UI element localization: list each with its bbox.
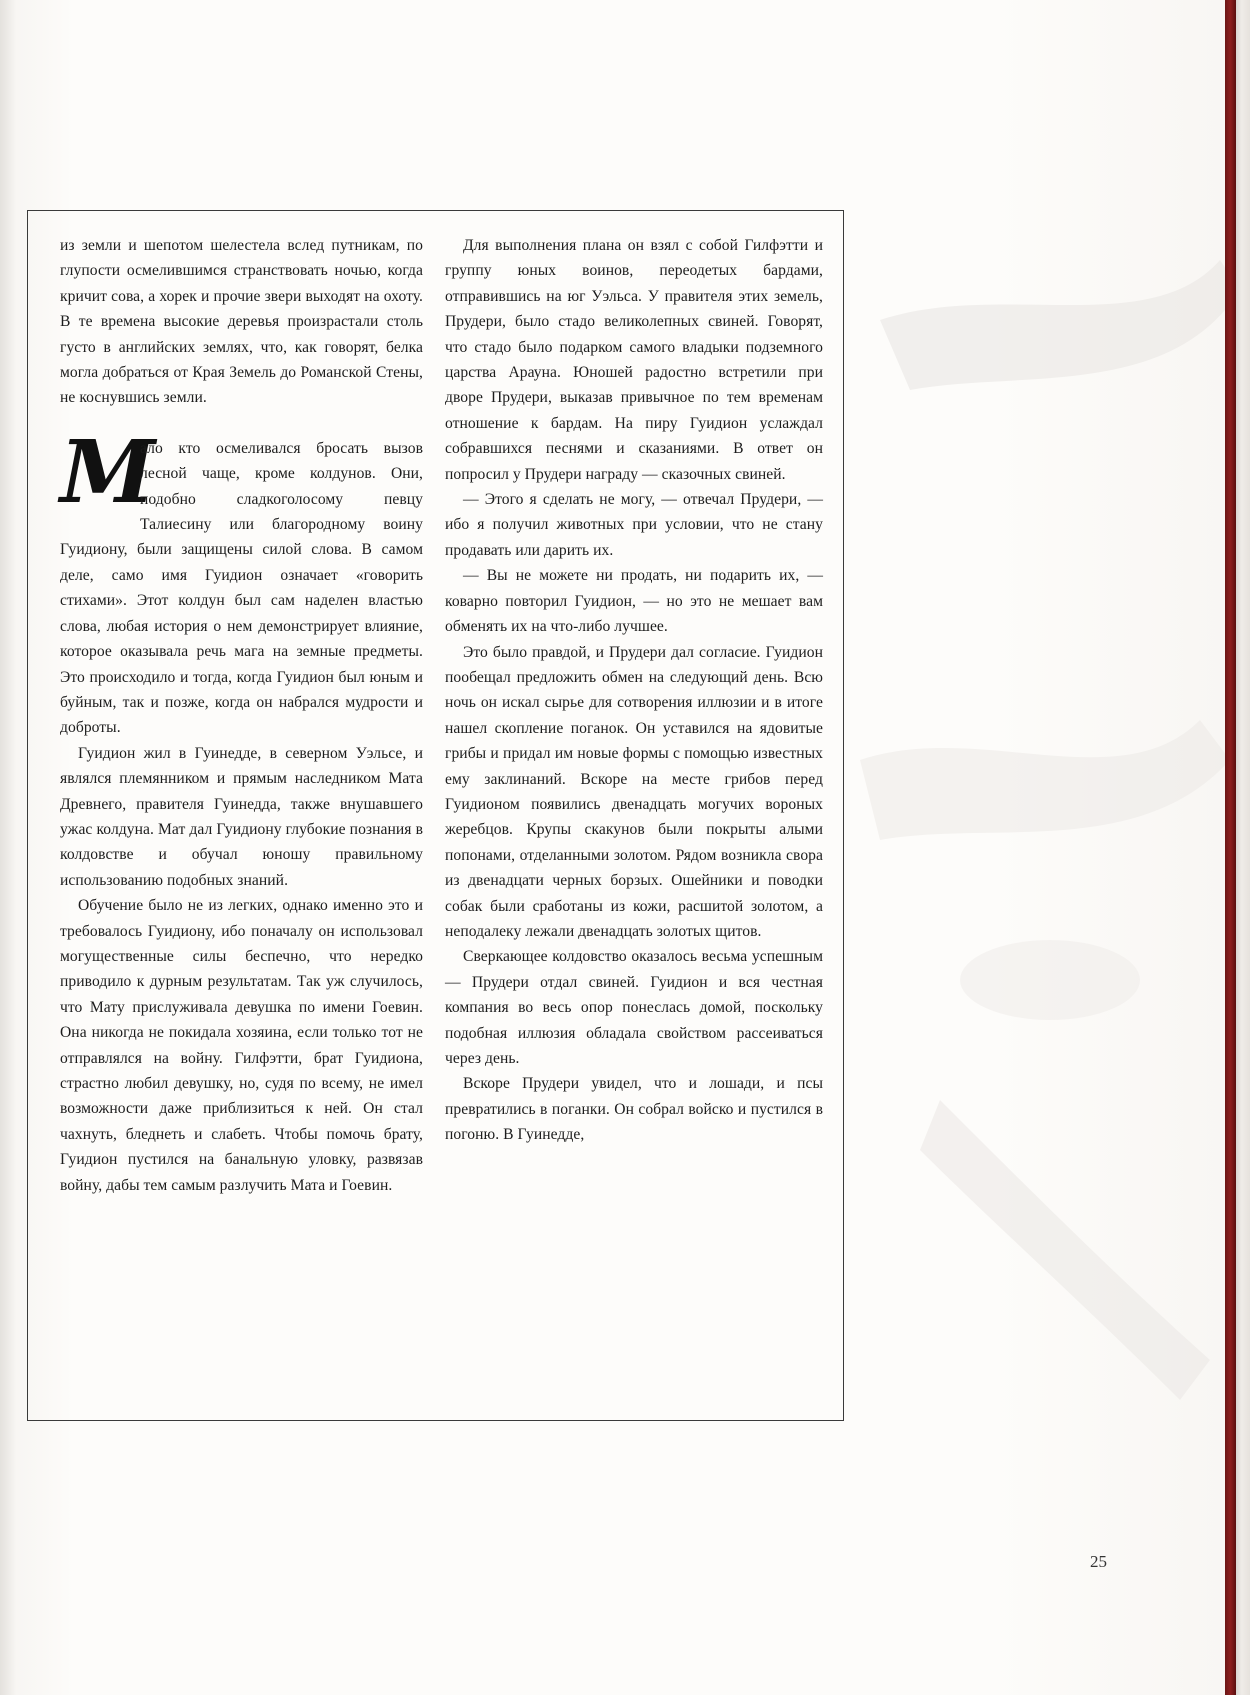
dialogue-paragraph: — Вы не можете ни продать, ни подарить их, — коварно повторил Гуидион, — но это не мешает вам обменять их на что-либо лучшее. <box>445 567 823 636</box>
red-cover-edge <box>1225 0 1236 1695</box>
right-text-column <box>445 233 823 1148</box>
paragraph: Сверкающее колдовство оказалось весьма успешным — Прудери отдал свиней. Гуидион и вся честная компания во весь опор понеслась домой, поскольку подобная иллюзия обладала свойством рассеиваться через день. <box>445 948 823 1067</box>
left-text-column <box>60 233 423 1198</box>
paragraph: Для выполнения плана он взял с собой Гилфэтти и группу юных воинов, переодетых бардами, отправившись на юг Уэльса. У правителя этих земель, Прудери, было стадо великолепных свиней. Говорят, что стадо было подарком самого владыки подземного царства Арауна. Юношей радостно встретили при дворе Прудери, выказав привычное по тем временам отношение к бардам. На пиру Гуидион услаждал собравшихся песнями и сказаниями. В ответ он попросил у Прудери награду — сказочных свиней. <box>445 237 823 483</box>
paragraph: Обучение было не из легких, однако именно это и требовалось Гуидиону, ибо поначалу он использовал могущественные силы беспечно, что нередко приводило к дурным результатам. Так уж случилось, что Мату прислуживала девушка по имени Гоевин. Она никогда не покидала хозяина, если только тот не отправлялся на войну. Гилфэтти, брат Гуидиона, страстно любил девушку, но, судя по всему, не имел возможности даже приблизиться к ней. Он стал чахнуть, бледнеть и слабеть. Чтобы помочь брату, Гуидион пустился на банальную уловку, развязав войну, дабы тем самым разлучить Мата и Гоевин. <box>60 897 423 1194</box>
paragraph: Это было правдой, и Прудери дал согласие. Гуидион пообещал предложить обмен на следующий день. Всю ночь он искал сырье для сотворения иллюзии и в итоге нашел скопление поганок. Он уставился на ядовитые грибы и придал им новые формы с помощью известных ему заклинаний. Вскоре на месте грибов перед Гуидионом появились двенадцать могучих вороных жеребцов. Крупы скакунов были покрыты алыми попонами, отделанными золотом. Рядом возникла свора из двенадцати черных борзых. Ошейники и поводки собак были сработаны из кожи, расшитой золотом, а неподалеку лежали двенадцать золотых щитов. <box>445 643 823 940</box>
drop-cap: М <box>60 421 156 523</box>
dialogue-paragraph: — Этого я сделать не могу, — отвечал Прудери, — ибо я получил животных при условии, что не стану продавать или дарить их. <box>445 491 823 559</box>
page-edge <box>1236 0 1250 1695</box>
paragraph: из земли и шепотом шелестела вслед путникам, по глупости осмелившимся странствовать ночью, когда кричит сова, а хорек и прочие звери выходят на охоту. В те времена высокие деревья произрастали столь густо в английских землях, что, как говорят, белка могла добраться от Края Земель до Романской Стены, не коснувшись земли. <box>60 237 423 407</box>
page-number: 25 <box>1090 1552 1107 1571</box>
paragraph-text: ало кто осмеливался бросать вызов лесной чаще, кроме колдунов. Они, подобно сладкоголосому певцу Талиесину или благородному воину Гуидиону, были защищены силой слова. В самом деле, само имя Гуидион означает «говорить стихами». Этот колдун был сам наделен властью слова, любая история о нем демонстрирует влияние, которое оказывала речь мага на земные предметы. Это происходило и тогда, когда Гуидион был юным и буйным, так и позже, когда он набрался мудрости и доброты. <box>60 439 423 737</box>
paragraph-with-dropcap <box>60 421 423 741</box>
paragraph: Гуидион жил в Гуинедде, в северном Уэльсе, и являлся племянником и прямым наследником Мата Древнего, правителя Гуинедда, также внушавшего ужас колдуна. Мат дал Гуидиону глубокие познания в колдовстве и обучал юношу правильному использованию подобных знаний. <box>60 744 423 889</box>
binding-shadow <box>0 0 16 1695</box>
paragraph: Вскоре Прудери увидел, что и лошади, и псы превратились в поганки. Он собрал войско и пустился в погоню. В Гуинедде, <box>445 1075 823 1144</box>
